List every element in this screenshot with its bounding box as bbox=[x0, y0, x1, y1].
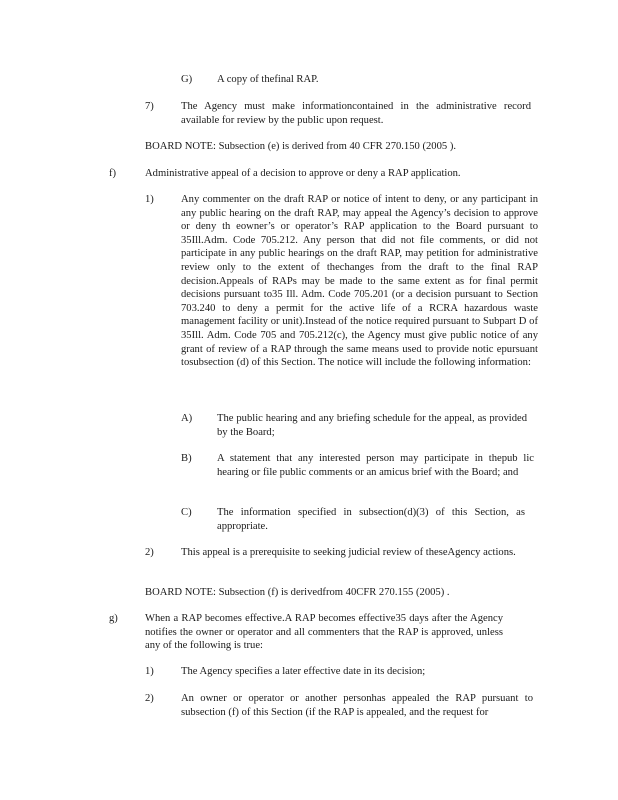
sub-label-C: C) bbox=[181, 507, 192, 518]
item-text-f2: This appeal is a prerequisite to seeking judicial review of theseAgency actions. bbox=[181, 547, 516, 558]
item-label-7: 7) bbox=[145, 101, 154, 112]
sub-label-B: B) bbox=[181, 453, 192, 464]
item-label-G: G) bbox=[181, 74, 193, 85]
board-note-e: BOARD NOTE: Subsection (e) is derived from 40 CFR 270.150 (2005 ). bbox=[145, 141, 457, 152]
section-label-g: g) bbox=[109, 613, 118, 624]
item-text-f1: Any commenter on the draft RAP or notice of intent to deny, or any participant in any public hearing on the draft RAP, may appeal the Agency’s decision to approve or deny th eowner’s or operator’s RAP application to the Board pursuant to 35Ill.Adm. Code 705.212. Any person that did not file comments, or did not participate in any public hearings on the draft RAP, may petition for administrative review only to the extent of thechanges from the draft to the final RAP decision.Appeals of RAPs may be made to the same extent as for final permit decisions pursuant to35 Ill. Adm. Code 705.201 (or a decision pursuant to Section 703.240 to deny a permit for the active life of a RCRA hazardous waste management facility or unit).Instead of the notice required pursuant to Subpart D of 35Ill. Adm. Code 705 and 705.212(c), the Agency must give public notice of any grant of review of a RAP through the same means used to provide notic epursuant tosubsection (d) of this Section. The notice will include the following information: bbox=[181, 194, 538, 369]
item-text-G: A copy of thefinal RAP. bbox=[217, 74, 319, 85]
item-text-g1: The Agency specifies a later effective date in its decision; bbox=[181, 666, 426, 677]
item-text-7: The Agency must make informationcontained in the administrative record available for review by the public upon request. bbox=[181, 101, 531, 126]
item-label-f1: 1) bbox=[145, 194, 154, 205]
sub-label-A: A) bbox=[181, 413, 193, 424]
board-note-f: BOARD NOTE: Subsection (f) is derivedfrom 40CFR 270.155 (2005) . bbox=[145, 587, 450, 598]
item-label-g1: 1) bbox=[145, 666, 154, 677]
item-label-f2: 2) bbox=[145, 547, 154, 558]
sub-text-A: The public hearing and any briefing schedule for the appeal, as provided by the Board; bbox=[217, 413, 527, 438]
item-text-g2: An owner or operator or another personhas appealed the RAP pursuant to subsection (f) of this Section (if the RAP is appealed, and the request for bbox=[181, 693, 533, 718]
sub-text-C: The information specified in subsection(d)(3) of this Section, as appropriate. bbox=[217, 507, 525, 532]
section-label-f: f) bbox=[109, 168, 117, 179]
sub-text-B: A statement that any interested person may participate in thepub lic hearing or file public comments or an amicus brief with the Board; and bbox=[217, 453, 534, 478]
section-heading-g: When a RAP becomes effective.A RAP becomes effective35 days after the Agency notifies the owner or operator and all commenters that the RAP is approved, unless any of the following is true: bbox=[145, 613, 503, 652]
section-heading-f: Administrative appeal of a decision to approve or deny a RAP application. bbox=[145, 168, 461, 179]
item-label-g2: 2) bbox=[145, 693, 154, 704]
